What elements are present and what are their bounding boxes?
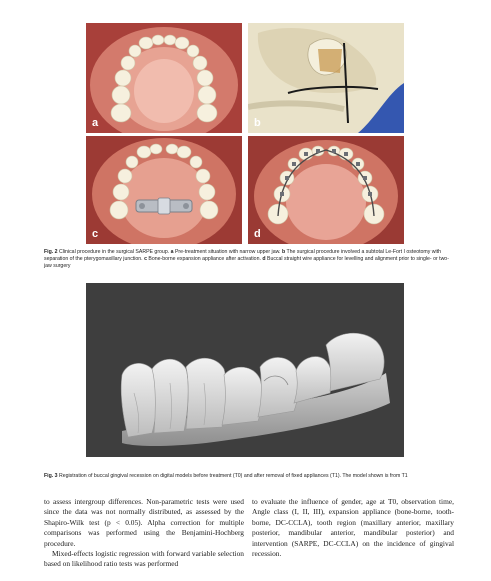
panel-letter-d: d (254, 228, 261, 240)
panel-letter-a: a (92, 117, 99, 129)
panel-a-image (86, 23, 242, 133)
figure3-caption-text: Registration of buccal gingival recession on digital models before treatment (T0) and after removal of fixed appliances (T1). The model shown is from T1 (59, 473, 408, 479)
panel-b-image (248, 23, 404, 133)
figure2-panel-b (248, 23, 404, 133)
figure2-a-text: Pre-treatment situation with narrow upper jaw. (174, 249, 281, 255)
figure3-model-render (86, 283, 404, 457)
figure3-model-image (86, 283, 404, 457)
body-left-paragraph-1: to assess intergroup differences. Non-parametric tests were used since the data was not normally distributed, as assessed by the Shapiro-Wilk test (p < 0.05). Alpha correction for multiple comparisons was performed using the Benjamini-Hochberg procedure. (44, 497, 244, 548)
figure2-c-label: c (144, 256, 147, 263)
panel-letter-b: b (254, 117, 261, 129)
body-column-left (44, 497, 244, 570)
figure2-a-label: a (170, 249, 174, 255)
figure2-d-text: Buccal straight wire appliance for levelling and alignment prior to single- or two-jaw surgery (44, 256, 449, 270)
figure2-panel-c (86, 136, 242, 244)
figure2-panel-a (86, 23, 242, 133)
panel-letter-c: c (92, 228, 99, 240)
body-left-paragraph-2: Mixed-effects logistic regression with forward variable selection based on likelihood ratio tests was performed (44, 549, 244, 569)
figure3-label: Fig. 3 (44, 473, 58, 479)
figure2-c-text: Bone-borne expansion appliance after activation. (148, 256, 261, 263)
body-right-paragraph-1: to evaluate the influence of gender, age at T0, observation time, Angle class (I, II, III), expansion appliance (bone-borne, tooth-borne, DC-CCLA), tooth region (maxillary anterior, maxillary posterior, mandibular anterior, mandibular posterior) and intervention (SARPE, DC-CCLA) on the incidence of gingival recession. (252, 497, 454, 559)
figure2-d-label: d (262, 256, 266, 263)
figure2-label: Fig. 2 (44, 249, 58, 255)
figure2-caption-text: Clinical procedure in the surgical SARPE group. (59, 249, 170, 255)
figure2-panel-d (248, 136, 404, 244)
figure2-b-text: The surgical procedure involved a subtotal Le-Fort I osteotomy with separation of the pterygomaxillary junction. (44, 249, 442, 263)
figure2-b-label: b (281, 249, 286, 255)
panel-d-image (248, 136, 404, 244)
panel-c-image (86, 136, 242, 244)
figure2-caption (44, 249, 454, 271)
body-column-right (252, 497, 454, 559)
figure3-caption (44, 473, 454, 480)
